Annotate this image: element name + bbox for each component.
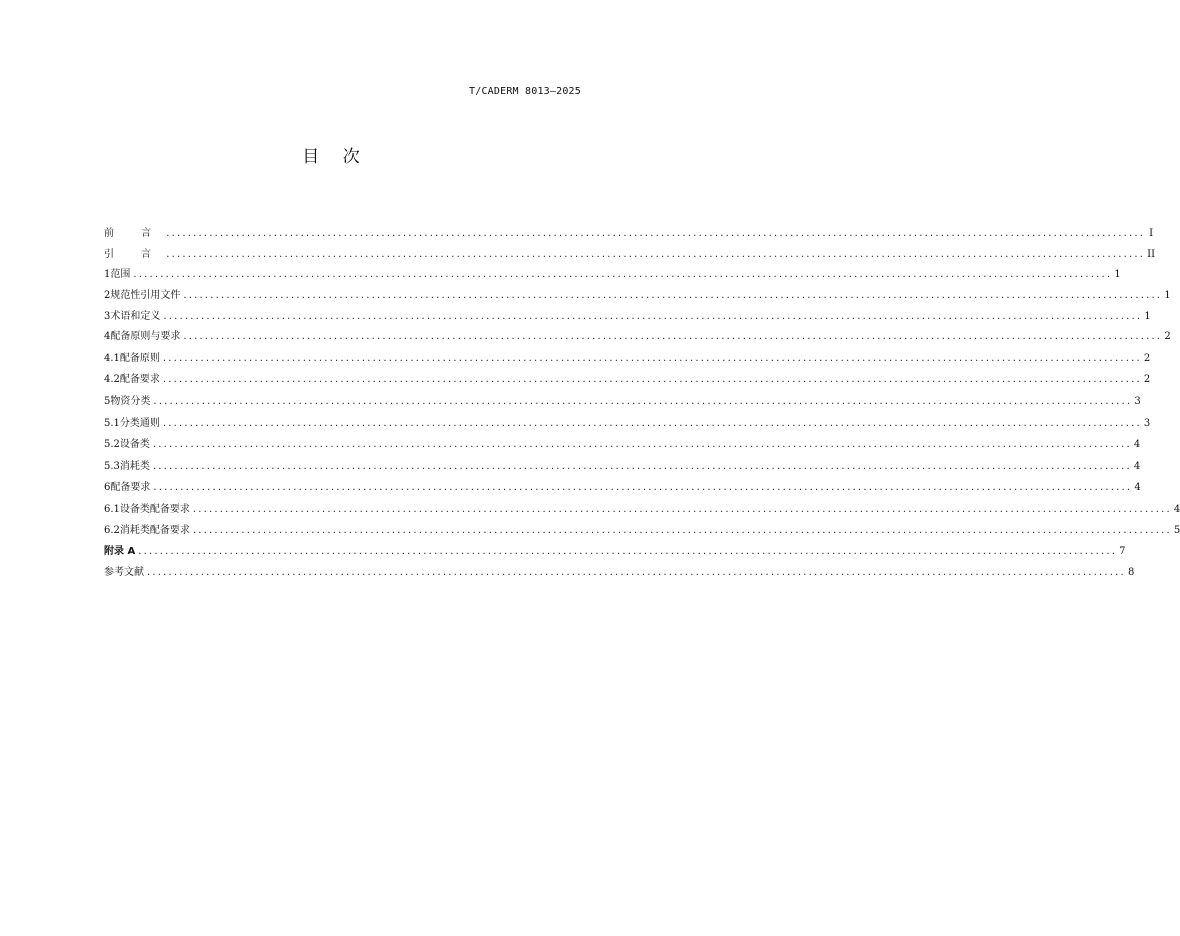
toc-dot-leader <box>163 416 1142 432</box>
toc-entry-page: II <box>1147 248 1156 260</box>
toc-entry-number: 4 <box>104 331 111 343</box>
toc-dot-leader <box>133 267 1112 283</box>
toc-entry-page: 1 <box>1164 289 1171 301</box>
toc-entry-section-4[interactable] <box>104 329 1171 345</box>
toc-entry-label: 范围 <box>110 269 131 281</box>
toc-entry-label: 物资分类 <box>110 395 151 407</box>
toc-entry-introduction[interactable] <box>104 247 1156 263</box>
toc-entry-number: 3 <box>104 310 111 322</box>
toc-entry-label: 消耗类 <box>119 460 150 472</box>
toc-entry-page: 8 <box>1127 566 1135 578</box>
toc-entry-section-6[interactable] <box>104 480 1141 496</box>
toc-dot-leader <box>183 288 1162 304</box>
toc-entry-section-5-1[interactable] <box>104 416 1151 432</box>
toc-entry-label: 分类通则 <box>119 417 160 429</box>
toc-entry-page: 1 <box>1144 310 1151 322</box>
toc-entry-number: 5.3 <box>104 460 120 472</box>
toc-entry-page: 2 <box>1164 331 1171 343</box>
toc-entry-section-4-1[interactable] <box>104 351 1151 367</box>
toc-entry-label: 配备要求 <box>110 482 151 494</box>
toc-entry-page: 3 <box>1143 417 1151 429</box>
toc-entry-section-6-1[interactable] <box>104 502 1180 518</box>
toc-entry-page: 4 <box>1133 439 1141 451</box>
toc-entry-number: 2 <box>104 289 111 301</box>
toc-dot-leader <box>153 394 1132 410</box>
toc-entry-section-3[interactable] <box>104 309 1151 325</box>
toc-dot-leader <box>163 309 1142 325</box>
toc-entry-page: 7 <box>1119 546 1126 558</box>
toc-dot-leader <box>163 351 1142 367</box>
toc-entry-label: 附录 A <box>104 546 136 558</box>
toc-entry-label: 配备原则 <box>119 352 160 364</box>
toc-entry-page: 4 <box>1134 482 1141 494</box>
toc-entry-label: 参考文献 <box>104 566 144 578</box>
toc-entry-number: 5.2 <box>104 439 120 451</box>
toc-entry-appendix-a[interactable] <box>104 544 1126 560</box>
toc-entry-number: 4.2 <box>104 374 120 386</box>
toc-entry-page: 3 <box>1134 395 1141 407</box>
toc-entry-page: 1 <box>1114 269 1121 281</box>
toc-dot-leader <box>183 329 1162 345</box>
toc-entry-section-5[interactable] <box>104 394 1141 410</box>
toc-entry-number: 6 <box>104 482 111 494</box>
toc-entry-label: 引 言 <box>104 248 164 260</box>
toc-entry-page: 4 <box>1133 460 1141 472</box>
toc-dot-leader <box>147 565 1126 581</box>
toc-entry-section-5-3[interactable] <box>104 459 1141 475</box>
toc-entry-label: 设备类配备要求 <box>119 503 190 515</box>
toc-entry-foreword[interactable] <box>104 226 1154 242</box>
toc-entry-page: 2 <box>1143 374 1151 386</box>
toc-dot-leader <box>193 523 1172 539</box>
toc-entry-number: 5 <box>104 395 111 407</box>
toc-entry-label: 术语和定义 <box>110 310 161 322</box>
toc-entry-label: 配备要求 <box>119 374 160 386</box>
toc-entry-page: 4 <box>1173 503 1180 515</box>
toc-dot-leader <box>138 544 1117 560</box>
toc-entry-section-4-2[interactable] <box>104 372 1151 388</box>
toc-entry-label: 消耗类配备要求 <box>119 525 190 537</box>
toc-entry-number: 4.1 <box>104 352 120 364</box>
toc-entry-section-6-2[interactable] <box>104 523 1180 539</box>
table-of-contents <box>104 226 1180 585</box>
toc-entry-number: 1 <box>104 269 111 281</box>
toc-entry-number: 6.1 <box>104 503 120 515</box>
toc-dot-leader <box>153 437 1132 453</box>
toc-entry-section-1[interactable] <box>104 267 1121 283</box>
toc-entry-page: 5 <box>1173 525 1180 537</box>
toc-entry-label: 设备类 <box>119 439 150 451</box>
toc-entry-number: 6.2 <box>104 525 120 537</box>
toc-dot-leader <box>153 459 1132 475</box>
toc-dot-leader <box>163 372 1142 388</box>
toc-dot-leader <box>193 502 1172 518</box>
toc-entry-label: 配备原则与要求 <box>110 331 181 343</box>
toc-entry-page: I <box>1149 228 1154 239</box>
standard-number: T/CADERM 8013—2025 <box>469 86 581 97</box>
toc-entry-label: 前 言 <box>104 228 164 239</box>
toc-entry-number: 5.1 <box>104 417 120 429</box>
toc-dot-leader <box>166 247 1145 263</box>
toc-entry-section-2[interactable] <box>104 288 1171 304</box>
toc-dot-leader <box>153 480 1132 496</box>
toc-entry-label: 规范性引用文件 <box>110 289 181 301</box>
toc-entry-section-5-2[interactable] <box>104 437 1141 453</box>
toc-entry-references[interactable] <box>104 565 1135 581</box>
toc-entry-page: 2 <box>1143 352 1151 364</box>
toc-dot-leader <box>166 226 1145 242</box>
page-title: 目 次 <box>302 147 369 167</box>
